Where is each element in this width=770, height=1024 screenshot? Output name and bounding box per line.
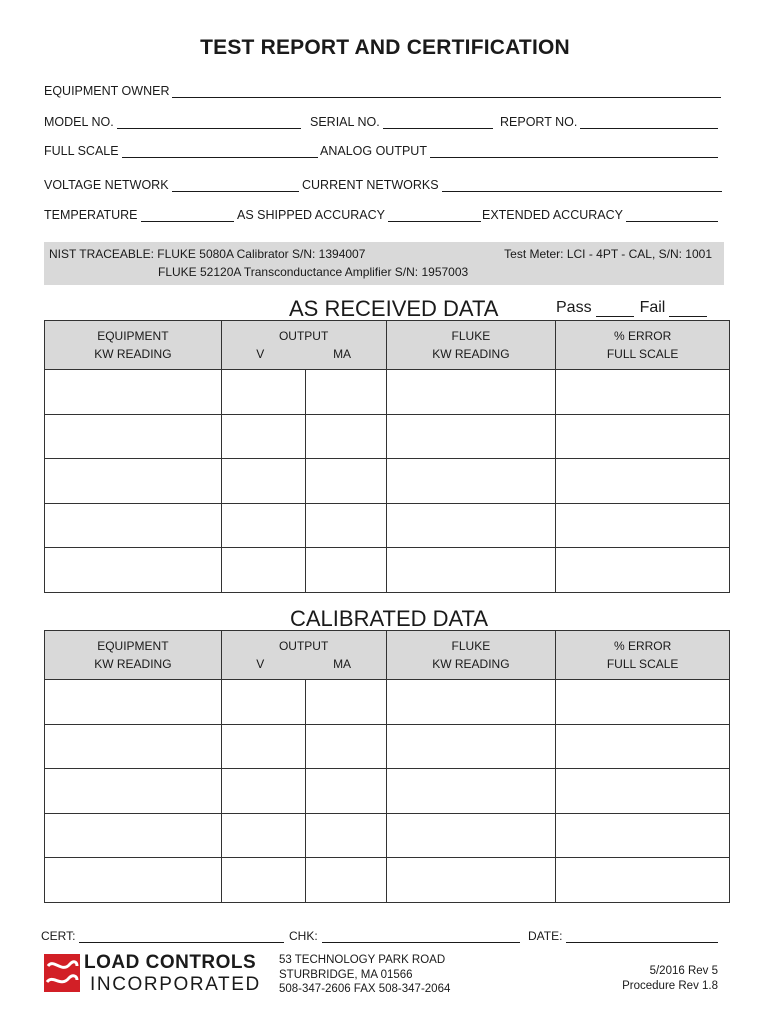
equipment-owner-label: EQUIPMENT OWNER (44, 84, 170, 98)
pass-fail (556, 299, 713, 317)
kw-reading-header-label: KW READING (94, 657, 172, 671)
table-cell[interactable] (305, 503, 386, 548)
output-header-label: OUTPUT (278, 329, 329, 343)
table-cell[interactable] (45, 680, 222, 725)
table-header-row (45, 631, 730, 680)
table-cell[interactable] (305, 813, 386, 858)
calibrated-title: CALIBRATED DATA (290, 606, 489, 631)
table-cell[interactable] (221, 503, 305, 548)
output-header-label: OUTPUT (278, 639, 329, 653)
table-cell[interactable] (305, 370, 386, 415)
fluke-kw-header-label: KW READING (432, 657, 510, 671)
model-no-field[interactable] (44, 115, 301, 129)
table-cell[interactable] (386, 414, 556, 459)
date-label: DATE: (528, 929, 563, 943)
pass-label: Pass (556, 299, 592, 316)
model-no-label: MODEL NO. (44, 115, 114, 129)
equipment-header-label: EQUIPMENT (97, 639, 169, 653)
table-cell[interactable] (221, 724, 305, 769)
table-cell[interactable] (386, 858, 556, 903)
table-cell[interactable] (556, 503, 730, 548)
fail-label: Fail (639, 299, 666, 316)
table-cell[interactable] (556, 769, 730, 814)
table-cell[interactable] (305, 680, 386, 725)
table-cell[interactable] (386, 370, 556, 415)
full-scale-line[interactable] (122, 146, 318, 158)
revision-info (622, 964, 718, 994)
output-header (221, 321, 386, 370)
nist-line-2: FLUKE 52120A Transconductance Amplifier S/N: 1957003 (158, 265, 469, 279)
table-row (45, 503, 730, 548)
nist-line-1: NIST TRACEABLE: FLUKE 5080A Calibrator S/N: 1394007 (49, 247, 366, 261)
error-header-label: % ERROR (613, 639, 672, 653)
table-cell[interactable] (221, 858, 305, 903)
fluke-header (386, 321, 556, 370)
date-field[interactable] (528, 929, 722, 943)
table-cell[interactable] (305, 414, 386, 459)
ma-header-label: MA (333, 657, 352, 671)
as-received-table (44, 320, 730, 593)
v-header-label: V (256, 347, 265, 361)
full-scale-label: FULL SCALE (44, 144, 119, 158)
equipment-header-label: EQUIPMENT (97, 329, 169, 343)
report-no-field[interactable] (500, 115, 718, 129)
address-line-1: 53 TECHNOLOGY PARK ROAD (279, 954, 446, 966)
revision-date: 5/2016 Rev 5 (649, 965, 718, 977)
temperature-label: TEMPERATURE (44, 208, 138, 222)
table-row (45, 459, 730, 504)
table-cell[interactable] (305, 459, 386, 504)
ma-header-label: MA (333, 347, 352, 361)
table-cell[interactable] (45, 813, 222, 858)
table-cell[interactable] (221, 769, 305, 814)
table-row (45, 414, 730, 459)
table-row (45, 858, 730, 903)
table-cell[interactable] (386, 680, 556, 725)
voltage-network-label: VOLTAGE NETWORK (44, 178, 169, 192)
procedure-revision: Procedure Rev 1.8 (622, 980, 718, 992)
table-row (45, 769, 730, 814)
analog-output-label: ANALOG OUTPUT (320, 144, 427, 158)
serial-no-label: SERIAL NO. (310, 115, 380, 129)
company-logo (44, 952, 264, 996)
as-shipped-accuracy-line[interactable] (388, 210, 481, 222)
v-header-label: V (256, 657, 265, 671)
calibrated-table (44, 630, 730, 903)
extended-accuracy-field[interactable] (482, 208, 718, 222)
table-cell[interactable] (45, 414, 222, 459)
table-cell[interactable] (305, 548, 386, 593)
current-networks-label: CURRENT NETWORKS (302, 178, 439, 192)
table-cell[interactable] (556, 414, 730, 459)
as-shipped-accuracy-field[interactable] (237, 208, 481, 222)
fluke-header-label: FLUKE (451, 639, 491, 653)
table-header-row (45, 321, 730, 370)
extended-accuracy-line[interactable] (626, 210, 718, 222)
table-cell[interactable] (556, 370, 730, 415)
as-received-title: AS RECEIVED DATA (289, 296, 499, 321)
output-header (221, 631, 386, 680)
equipment-header (45, 631, 222, 680)
analog-output-line[interactable] (430, 146, 718, 158)
full-scale-field[interactable] (44, 144, 318, 158)
table-row (45, 548, 730, 593)
table-cell[interactable] (305, 769, 386, 814)
cert-line[interactable] (79, 932, 284, 943)
test-meter-info: Test Meter: LCI - 4PT - CAL, S/N: 1001 (504, 247, 712, 261)
model-no-line[interactable] (117, 117, 301, 129)
error-header (556, 631, 730, 680)
lci-logo-icon (44, 954, 80, 992)
table-row (45, 370, 730, 415)
table-cell[interactable] (221, 813, 305, 858)
table-cell[interactable] (386, 459, 556, 504)
serial-no-field[interactable] (310, 115, 493, 129)
equipment-owner-field[interactable] (44, 84, 721, 98)
address-line-2: STURBRIDGE, MA 01566 (279, 968, 413, 981)
table-cell[interactable] (386, 503, 556, 548)
fail-line[interactable] (669, 304, 707, 317)
chk-field[interactable] (289, 929, 524, 943)
equipment-header (45, 321, 222, 370)
table-cell[interactable] (45, 548, 222, 593)
chk-label: CHK: (289, 929, 318, 943)
table-cell[interactable] (556, 548, 730, 593)
table-cell[interactable] (45, 459, 222, 504)
table-cell[interactable] (221, 548, 305, 593)
table-cell[interactable] (556, 459, 730, 504)
table-cell[interactable] (221, 414, 305, 459)
table-cell[interactable] (305, 724, 386, 769)
company-address (279, 953, 450, 997)
report-no-label: REPORT NO. (500, 115, 578, 129)
error-header-label: % ERROR (613, 329, 672, 343)
kw-reading-header-label: KW READING (94, 347, 172, 361)
pass-line[interactable] (596, 304, 634, 317)
fluke-kw-header-label: KW READING (432, 347, 510, 361)
table-cell[interactable] (221, 680, 305, 725)
table-cell[interactable] (386, 724, 556, 769)
table-cell[interactable] (45, 769, 222, 814)
table-cell[interactable] (45, 370, 222, 415)
full-scale-header-label: FULL SCALE (606, 347, 679, 361)
full-scale-header-label: FULL SCALE (606, 657, 679, 671)
address-line-3: 508-347-2606 FAX 508-347-2064 (279, 983, 451, 995)
table-cell[interactable] (556, 858, 730, 903)
table-cell[interactable] (556, 724, 730, 769)
current-networks-line[interactable] (442, 180, 722, 192)
table-cell[interactable] (386, 769, 556, 814)
table-cell[interactable] (386, 548, 556, 593)
report-no-line[interactable] (580, 117, 718, 129)
serial-no-line[interactable] (383, 117, 493, 129)
voltage-network-line[interactable] (172, 180, 299, 192)
cert-label: CERT: (41, 929, 76, 943)
current-networks-field[interactable] (302, 178, 722, 192)
table-cell[interactable] (386, 813, 556, 858)
equipment-owner-line[interactable] (172, 86, 721, 98)
table-cell[interactable] (45, 724, 222, 769)
table-row (45, 680, 730, 725)
table-cell[interactable] (305, 858, 386, 903)
cert-field[interactable] (41, 929, 288, 943)
temperature-line[interactable] (141, 210, 234, 222)
date-line[interactable] (566, 932, 718, 943)
table-cell[interactable] (556, 813, 730, 858)
table-cell[interactable] (45, 858, 222, 903)
analog-output-field[interactable] (320, 144, 718, 158)
voltage-network-field[interactable] (44, 178, 299, 192)
table-row (45, 724, 730, 769)
table-row (45, 813, 730, 858)
table-cell[interactable] (221, 459, 305, 504)
error-header (556, 321, 730, 370)
table-cell[interactable] (221, 370, 305, 415)
nist-traceable-box (44, 242, 724, 285)
page-title: TEST REPORT AND CERTIFICATION (200, 36, 570, 59)
extended-accuracy-label: EXTENDED ACCURACY (482, 208, 623, 222)
fluke-header-label: FLUKE (451, 329, 491, 343)
as-shipped-accuracy-label: AS SHIPPED ACCURACY (237, 208, 385, 222)
fluke-header (386, 631, 556, 680)
company-name-line2: INCORPORATED (90, 974, 261, 995)
table-cell[interactable] (556, 680, 730, 725)
chk-line[interactable] (322, 932, 520, 943)
company-name-line1: LOAD CONTROLS (84, 952, 257, 973)
temperature-field[interactable] (44, 208, 234, 222)
table-cell[interactable] (45, 503, 222, 548)
